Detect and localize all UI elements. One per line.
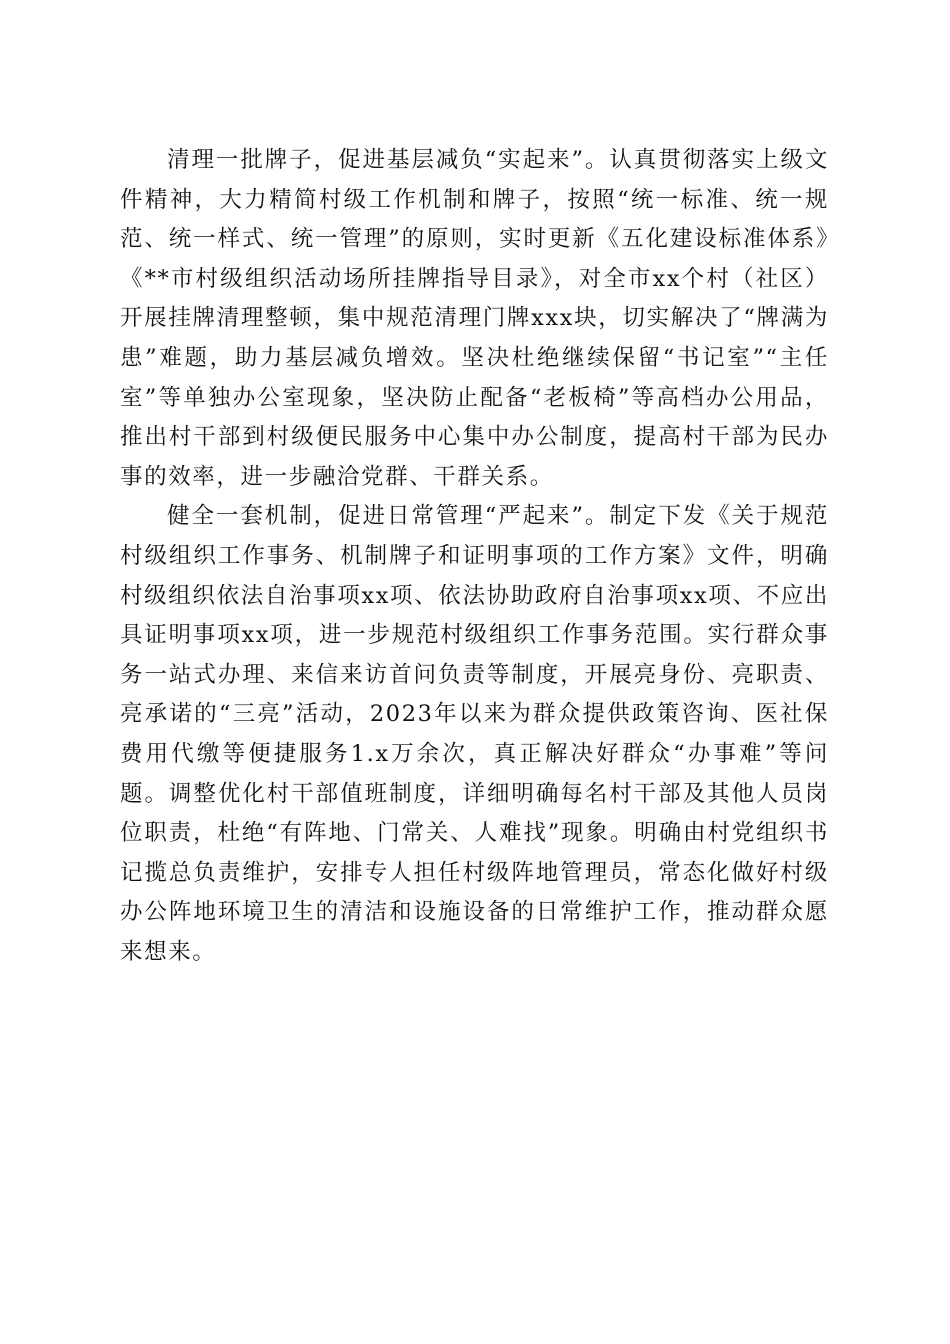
paragraph-signage-cleanup: 清理一批牌子，促进基层减负“实起来”。认真贯彻落实上级文件精神，大力精简村级工作机制和牌子，按照“统一标准、统一规范、统一样式、统一管理”的原则，实时更新《五化建设标准体系》《**市村级组织活动场所挂牌指导目录》，对全市xx个村（社区）开展挂牌清理整顿，集中规范清理门牌xxx块，切实解决了“牌满为患”难题，助力基层减负增效。坚决杜绝继续保留“书记室”“主任室”等单独办公室现象，坚决防止配备“老板椅”等高档办公用品，推出村干部到村级便民服务中心集中办公制度，提高村干部为民办事的效率，进一步融洽党群、干群关系。 xyxy=(120,147,829,490)
document-page xyxy=(120,141,829,972)
paragraph-management-mechanism: 健全一套机制，促进日常管理“严起来”。制定下发《关于规范村级组织工作事务、机制牌子和证明事项的工作方案》文件，明确村级组织依法自治事项xx项、依法协助政府自治事项xx项、不应出具证明事项xx项，进一步规范村级组织工作事务范围。实行群众事务一站式办理、来信来访首问负责等制度，开展亮身份、亮职责、亮承诺的“三亮”活动，2023年以来为群众提供政策咨询、医社保费用代缴等便捷服务1.x万余次，真正解决好群众“办事难”等问题。调整优化村干部值班制度，详细明确每名村干部及其他人员岗位职责，杜绝“有阵地、门常关、人难找”现象。明确由村党组织书记揽总负责维护，安排专人担任村级阵地管理员，常态化做好村级办公阵地环境卫生的清洁和设施设备的日常维护工作，推动群众愿来想来。 xyxy=(120,503,829,965)
